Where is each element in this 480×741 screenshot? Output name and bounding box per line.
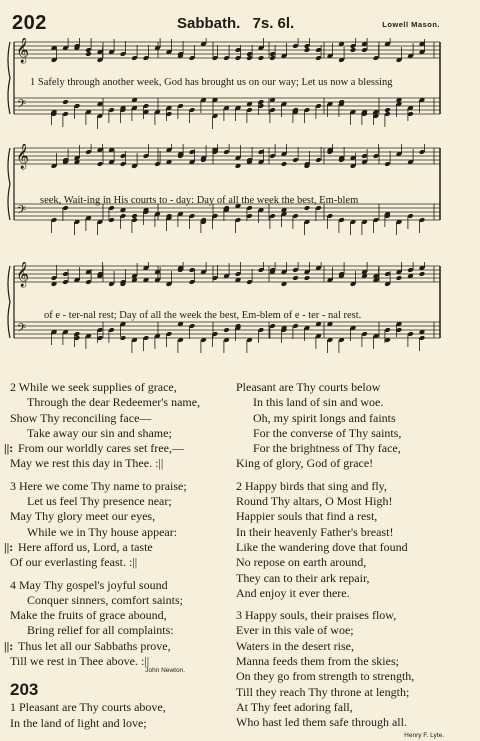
verse-line: [236, 700, 446, 715]
verse-line: [4, 441, 220, 456]
verse-text: Till they reach Thy throne at length;: [236, 684, 410, 699]
verse-text: In the land of light and love;: [10, 715, 147, 730]
verse-line: [236, 395, 446, 410]
repeat-sign: ||:: [4, 441, 14, 456]
verse-line: [10, 426, 220, 441]
verse-text: Round Thy altars, O Most High!: [236, 494, 393, 509]
svg-text:𝄞: 𝄞: [16, 144, 30, 169]
verse-line: [4, 638, 220, 654]
verse-line: [10, 608, 220, 623]
verse-text: Show Thy reconciling face—: [10, 410, 152, 425]
lyric-line-1: 1 Safely through another week, God has brought us on our way; Let us now a blessing: [30, 77, 393, 88]
verse-text: Make the fruits of grace abound,: [10, 608, 167, 623]
verse-text: In their heavenly Father's breast!: [236, 524, 394, 539]
verse-text: 3 Here we come Thy name to praise;: [10, 478, 187, 493]
verse-line: [10, 716, 220, 731]
verse-text: Let us feel Thy presence near;: [27, 494, 172, 509]
verse-text: On they go from strength to strength,: [236, 669, 415, 684]
verse-line: [236, 586, 446, 601]
svg-text:𝄞: 𝄞: [16, 262, 30, 287]
verse-line: [236, 540, 446, 555]
verse-line: [236, 623, 446, 638]
verse-text: At Thy feet adoring fall,: [236, 699, 353, 714]
verse-line: [236, 441, 446, 456]
verse-text: 2 While we seek supplies of grace,: [10, 380, 177, 394]
verse-line: [10, 395, 220, 410]
verse-line: [236, 571, 446, 586]
verse-text: And enjoy it ever there.: [236, 585, 350, 600]
verse-line: [4, 539, 220, 555]
verse-text: Till we rest in Thee above. :||: [10, 654, 150, 669]
lyric-line-3: of e - ter-nal rest; Day of all the week the best, Em-blem of e - ter - nal rest.: [44, 310, 362, 321]
verse-line: [236, 639, 446, 654]
verse-line: [236, 479, 446, 494]
verse-text: Bring relief for all complaints:: [27, 623, 174, 638]
verse-line: [236, 555, 446, 570]
verse-line: [236, 654, 446, 669]
meter: 7s. 6l.: [252, 15, 295, 32]
svg-text:𝄢: 𝄢: [17, 322, 27, 338]
lyric-line-2: seek, Wait-ing in His courts to - day: Day of all the week the best, Em-blem: [40, 195, 359, 206]
verse-text: Thus let all our Sabbaths prove,: [18, 638, 171, 653]
verse-line: [236, 669, 446, 684]
hymn-title: [177, 15, 294, 32]
svg-text:𝄞: 𝄞: [16, 38, 30, 63]
verse-line: [236, 456, 446, 471]
verse-line: [10, 411, 220, 426]
tune-name: Sabbath.: [177, 15, 241, 32]
verse-text: Happier souls that find a rest,: [236, 509, 378, 524]
music-system-2: [0, 144, 480, 244]
verse-line: [10, 380, 220, 395]
author-attribution-2: Henry F. Lyte.: [404, 731, 444, 739]
hymn-203-verses: [10, 700, 220, 731]
verse-line: [10, 525, 220, 540]
verse-text: While we in Thy house appear:: [27, 524, 178, 539]
verse-text: Pleasant are Thy courts below: [236, 380, 381, 394]
verse-text: Waters in the desert rise,: [236, 638, 354, 653]
hymn-header: [12, 14, 440, 38]
author-attribution: John Newton.: [145, 667, 185, 675]
verse-text: No repose on earth around,: [236, 555, 367, 570]
verse-line: [236, 411, 446, 426]
repeat-sign: ||:: [4, 539, 14, 554]
verse-line: [10, 700, 220, 715]
verse-text: Who hast led them safe through all.: [236, 715, 407, 730]
verse-text: 1 Pleasant are Thy courts above,: [10, 700, 166, 715]
verses-right-column: [236, 380, 446, 741]
verse-line: [10, 593, 220, 608]
hymn-number: 202: [12, 12, 47, 34]
verses-left-column: [4, 380, 220, 731]
verse-line: [10, 654, 220, 669]
verse-text: Like the wandering dove that found: [236, 539, 408, 554]
verse-text: May we rest this day in Thee. :||: [10, 456, 164, 471]
hymn-202-verses: [4, 380, 220, 669]
verse-line: [236, 494, 446, 509]
hymn-203-continued: [236, 380, 446, 731]
verse-line: [236, 525, 446, 540]
verse-text: Take away our sin and shame;: [27, 425, 172, 440]
verse-text: 4 May Thy gospel's joyful sound: [10, 577, 168, 592]
verse-text: They can to their ark repair,: [236, 570, 370, 585]
verse-line: [10, 555, 220, 570]
verse-text: Through the dear Redeemer's name,: [27, 395, 201, 410]
verse-line: [10, 509, 220, 524]
verse-text: Manna feeds them from the skies;: [236, 654, 399, 669]
verse-line: [236, 380, 446, 395]
verse-text: In this land of sin and woe.: [253, 395, 384, 410]
composer: Lowell Mason.: [382, 20, 440, 29]
verse-line: [236, 509, 446, 524]
verse-text: Conquer sinners, comfort saints;: [27, 592, 183, 607]
verse-text: Of our everlasting feast. :||: [10, 555, 138, 570]
svg-text:𝄢: 𝄢: [17, 98, 27, 114]
verse-text: 3 Happy souls, their praises flow,: [236, 608, 397, 623]
verse-line: [10, 479, 220, 494]
verse-text: Oh, my spirit longs and faints: [253, 410, 396, 425]
verse-line: [10, 623, 220, 638]
verse-text: For the brightness of Thy face,: [253, 441, 401, 456]
verse-text: From our worldly cares set free,—: [18, 441, 184, 456]
verse-line: [10, 456, 220, 471]
verse-line: [236, 426, 446, 441]
verses: [0, 380, 480, 739]
music-system-1: [0, 38, 480, 138]
verse-text: 2 Happy birds that sing and fly,: [236, 478, 387, 493]
verse-text: May Thy glory meet our eyes,: [10, 509, 156, 524]
hymn-number-203: 203: [10, 680, 39, 700]
verse-text: For the converse of Thy saints,: [253, 425, 402, 440]
verse-text: Here afford us, Lord, a taste: [18, 539, 153, 554]
svg-text:𝄢: 𝄢: [17, 204, 27, 220]
verse-line: [236, 608, 446, 623]
verse-line: [10, 578, 220, 593]
verse-text: King of glory, God of grace!: [236, 456, 374, 471]
verse-text: Ever in this vale of woe;: [236, 623, 354, 638]
repeat-sign: ||:: [4, 638, 14, 653]
verse-line: [10, 494, 220, 509]
verse-line: [236, 685, 446, 700]
